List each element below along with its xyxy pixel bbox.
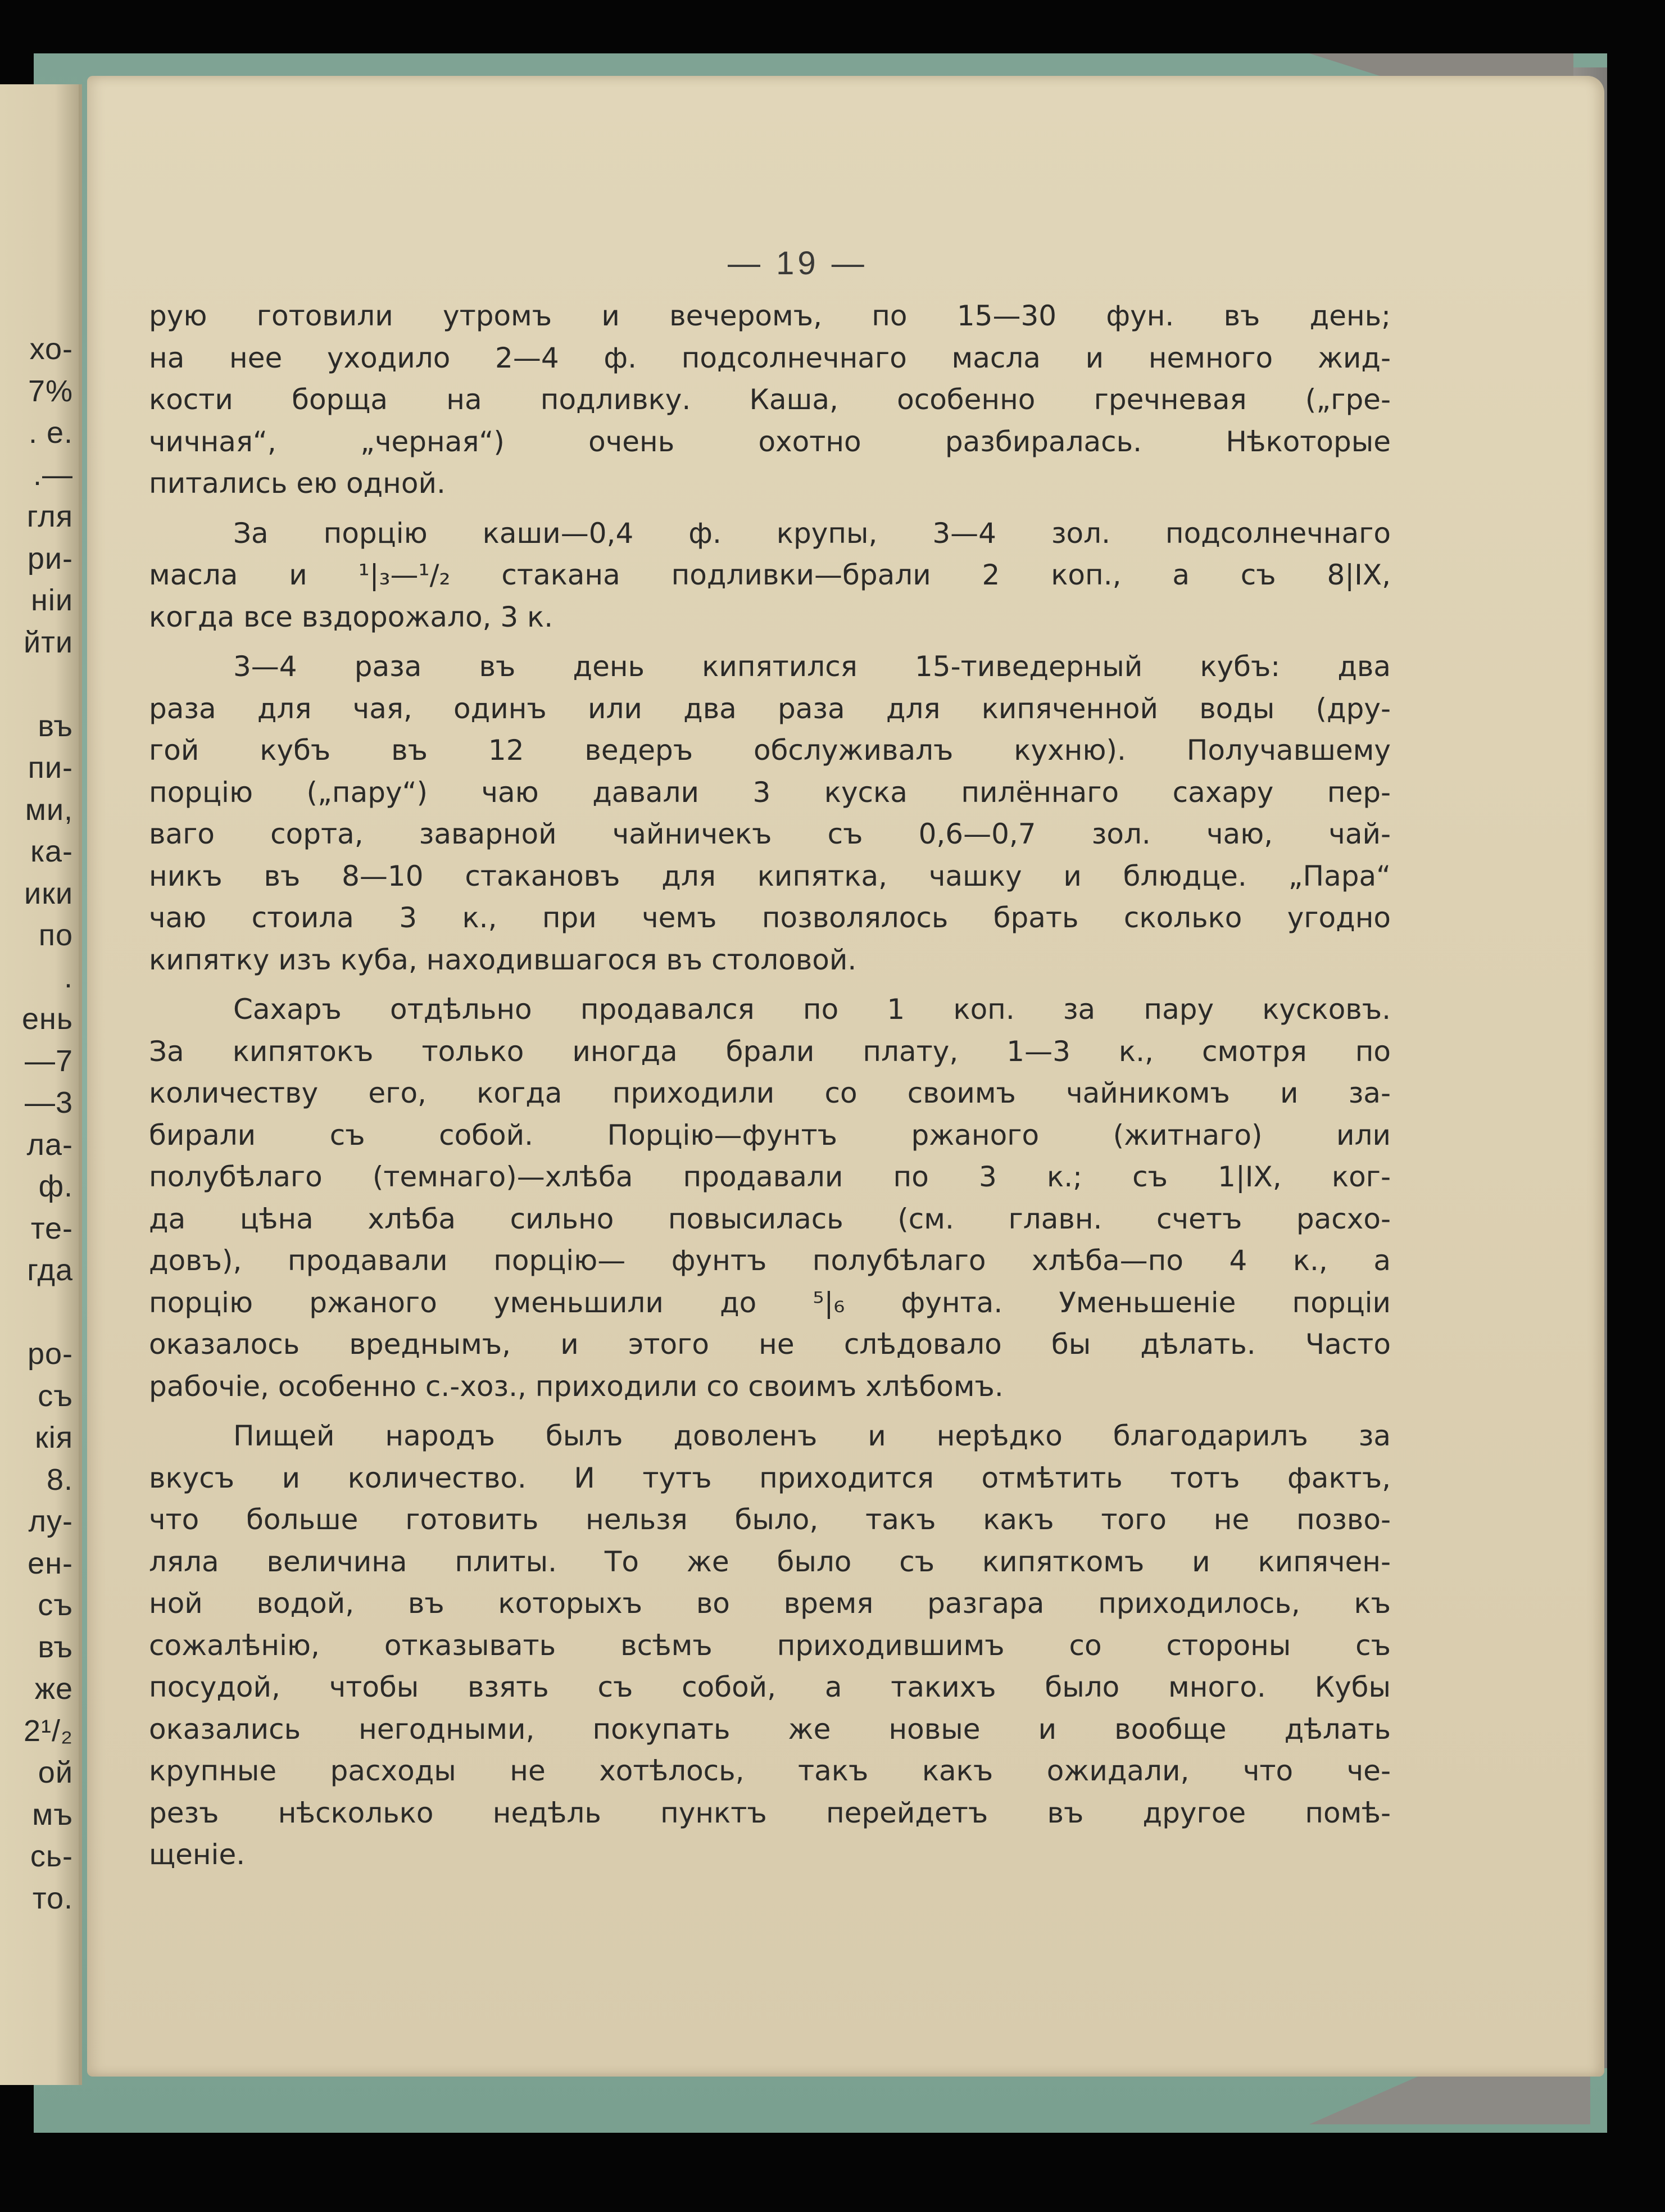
paragraph bbox=[149, 295, 1391, 505]
previous-page-fragment: —7 bbox=[24, 1044, 73, 1078]
previous-page-fragment: съ bbox=[38, 1379, 73, 1413]
previous-page-fragment: йти bbox=[23, 625, 73, 659]
paragraph bbox=[149, 1415, 1391, 1876]
previous-page-fragment: пи- bbox=[28, 751, 73, 785]
previous-page-edge bbox=[0, 84, 82, 2085]
text-line: порцію („пару“) чаю давали 3 куска пилённаго сахару пер- bbox=[149, 776, 1391, 809]
text-line: кипятку изъ куба, находившагося въ столовой. bbox=[149, 943, 857, 976]
text-line: никъ въ 8—10 стакановъ для кипятка, чашку и блюдце. „Пара“ bbox=[149, 859, 1391, 892]
text-line: крупные расходы не хотѣлось, такъ какъ ожидали, что че- bbox=[149, 1755, 1391, 1787]
page-body bbox=[149, 295, 1391, 1884]
previous-page-fragment: ніи bbox=[31, 583, 73, 617]
paragraph bbox=[149, 646, 1391, 981]
text-line: ной водой, въ которыхъ во время разгара приходилось, къ bbox=[149, 1587, 1391, 1620]
text-line: посудой, чтобы взять съ собой, а такихъ было много. Кубы bbox=[149, 1671, 1391, 1703]
previous-page-fragment: ень bbox=[22, 1002, 73, 1036]
previous-page-fragment: то. bbox=[32, 1881, 73, 1915]
previous-page-fragment: гля bbox=[26, 500, 73, 533]
previous-page-fragment: . bbox=[63, 960, 73, 994]
text-line: 3—4 раза въ день кипятился 15-тиведерный кубъ: два bbox=[233, 650, 1391, 683]
text-line: масла и ¹|₃—¹/₂ стакана подливки—брали 2 коп., а съ 8|IX, bbox=[149, 559, 1391, 591]
previous-page-fragment: сь- bbox=[30, 1839, 73, 1873]
book-page bbox=[87, 76, 1604, 2077]
text-line: на нее уходило 2—4 ф. подсолнечнаго масла и немного жид- bbox=[149, 341, 1391, 374]
previous-page-fragment: ф. bbox=[38, 1170, 73, 1203]
text-line: сожалѣнію, отказывать всѣмъ приходившимъ со стороны съ bbox=[149, 1629, 1391, 1662]
text-line: оказалось вреднымъ, и этого не слѣдовало бы дѣлать. Часто bbox=[149, 1328, 1391, 1361]
text-line: питались ею одной. bbox=[149, 467, 446, 500]
text-line: чичная“, „черная“) очень охотно разбиралась. Нѣкоторые bbox=[149, 425, 1391, 458]
previous-page-fragment: ла- bbox=[26, 1127, 73, 1162]
previous-page-fragment: съ bbox=[38, 1588, 73, 1622]
previous-page-fragment: по bbox=[38, 918, 73, 952]
text-line: рую готовили утромъ и вечеромъ, по 15—30 фун. въ день; bbox=[149, 300, 1391, 332]
previous-page-fragment: . е. bbox=[28, 416, 73, 450]
text-line: щеніе. bbox=[149, 1838, 246, 1871]
text-line: что больше готовить нельзя было, такъ какъ того не позво- bbox=[149, 1503, 1391, 1536]
previous-page-fragment: 8. bbox=[46, 1462, 73, 1497]
previous-page-fragment: хо- bbox=[29, 332, 73, 366]
previous-page-fragment: 2¹/₂ bbox=[24, 1714, 73, 1748]
text-line: Пищей народъ былъ доволенъ и нерѣдко благодарилъ за bbox=[233, 1420, 1391, 1452]
text-line: рабочіе, особенно с.-хоз., приходили со своимъ хлѣбомъ. bbox=[149, 1370, 1004, 1403]
previous-page-fragment: въ bbox=[38, 709, 73, 743]
previous-page-fragment: ка- bbox=[30, 835, 73, 868]
previous-page-fragment: же bbox=[34, 1672, 73, 1706]
text-line: кости борща на подливку. Каша, особенно гречневая („гре- bbox=[149, 383, 1391, 416]
text-line: Сахаръ отдѣльно продавался по 1 коп. за пару кусковъ. bbox=[233, 993, 1391, 1026]
paragraph bbox=[149, 989, 1391, 1407]
previous-page-fragment: кія bbox=[35, 1421, 73, 1454]
previous-page-fragment: ики bbox=[24, 876, 73, 910]
text-line: ляла величина плиты. То же было съ кипяткомъ и кипячен- bbox=[149, 1545, 1391, 1578]
text-line: довъ), продавали порцію— фунтъ полубѣлаго хлѣба—по 4 к., а bbox=[149, 1244, 1391, 1277]
previous-page-fragment: гда bbox=[27, 1253, 73, 1287]
previous-page-fragment: ми, bbox=[25, 792, 73, 827]
text-line: За порцію каши—0,4 ф. крупы, 3—4 зол. подсолнечнаго bbox=[233, 516, 1391, 550]
text-line: гой кубъ въ 12 ведеръ обслуживалъ кухню). Получавшему bbox=[149, 734, 1391, 767]
previous-page-fragment: въ bbox=[38, 1630, 73, 1664]
page-number: — 19 — bbox=[728, 245, 868, 282]
previous-page-fragment: мъ bbox=[32, 1797, 73, 1832]
previous-page-fragment: ой bbox=[38, 1756, 73, 1789]
text-line: чаю стоила 3 к., при чемъ позволялось брать сколько угодно bbox=[149, 901, 1391, 934]
text-line: ваго сорта, заварной чайничекъ съ 0,6—0,7 зол. чаю, чай- bbox=[149, 818, 1391, 850]
text-line: оказались негодными, покупать же новые и вообще дѣлать bbox=[149, 1712, 1391, 1746]
text-line: резъ нѣсколько недѣль пунктъ перейдетъ въ другое помѣ- bbox=[149, 1796, 1391, 1829]
previous-page-fragment: лу- bbox=[28, 1504, 73, 1538]
text-line: когда все вздорожало, 3 к. bbox=[149, 600, 554, 633]
text-line: порцію ржаного уменьшили до ⁵|₆ фунта. Уменьшеніе порціи bbox=[149, 1286, 1391, 1319]
text-line: вкусъ и количество. И тутъ приходится отмѣтить тотъ фактъ, bbox=[149, 1461, 1391, 1494]
text-line: полубѣлаго (темнаго)—хлѣба продавали по 3 к.; съ 1|IX, ког- bbox=[149, 1161, 1391, 1193]
previous-page-fragment: —3 bbox=[24, 1086, 73, 1119]
paragraph bbox=[149, 513, 1391, 638]
previous-page-fragment: ри- bbox=[27, 541, 73, 575]
previous-page-fragment: ен- bbox=[28, 1546, 73, 1580]
text-line: бирали съ собой. Порцію—фунтъ ржаного (житнаго) или bbox=[149, 1118, 1391, 1152]
text-line: да цѣна хлѣба сильно повысилась (см. главн. счетъ расхо- bbox=[149, 1202, 1391, 1235]
text-line: раза для чая, одинъ или два раза для кипяченной воды (дру- bbox=[149, 692, 1391, 725]
previous-page-fragment: ро- bbox=[27, 1337, 73, 1371]
previous-page-fragment: 7% bbox=[28, 374, 73, 408]
previous-page-fragment: .— bbox=[33, 457, 73, 492]
text-line: За кипятокъ только иногда брали плату, 1—3 к., смотря по bbox=[149, 1035, 1391, 1068]
text-line: количеству его, когда приходили со своимъ чайникомъ и за- bbox=[149, 1077, 1391, 1109]
previous-page-fragment: те- bbox=[30, 1211, 73, 1245]
